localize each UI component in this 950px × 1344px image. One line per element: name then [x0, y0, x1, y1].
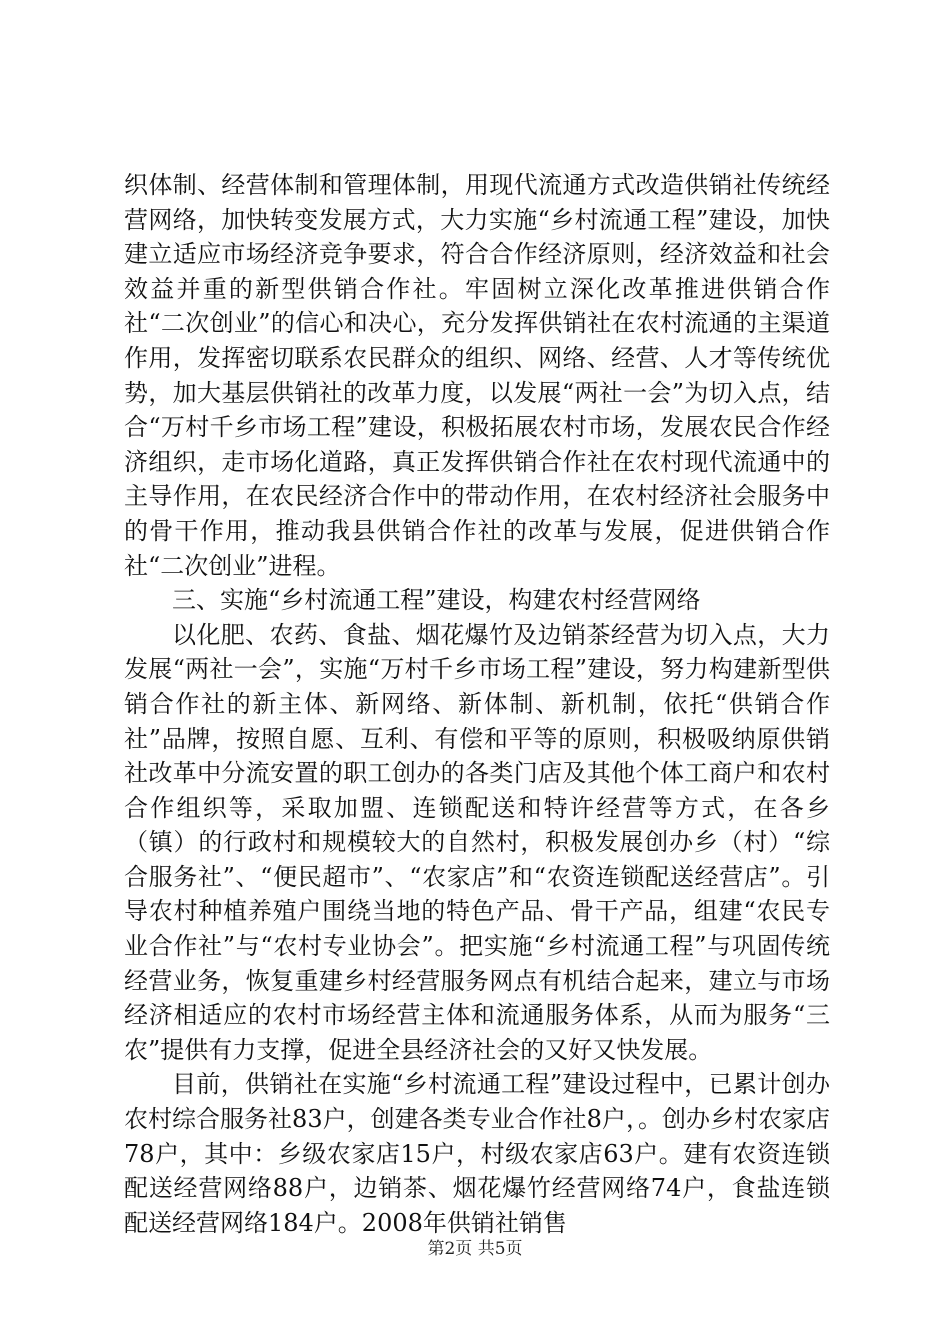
paragraph-section-3-body: 以化肥、农药、食盐、烟花爆竹及边销茶经营为切入点，大力发展“两社一会”，实施“万村千乡市场工程”建设，努力构建新型供销合作社的新主体、新网络、新体制、新机制，依托“供销合作社”品牌，按照自愿、互利、有偿和平等的原则，积极吸纳原供销社改革中分流安置的职工创办的各类门店及其他个体工商户和农村合作组织等，采取加盟、连锁配送和特许经营等方式，在各乡（镇）的行政村和规模较大的自然村，积极发展创办乡（村）“综合服务社”、“便民超市”、“农家店”和“农资连锁配送经营店”。引导农村种植养殖户围绕当地的特色产品、骨干产品，组建“农民专业合作社”与“农村专业协会”。把实施“乡村流通工程”与巩固传统经营业务，恢复重建乡村经营服务网点有机结合起来，建立与市场经济相适应的农村市场经营主体和流通服务体系，从而为服务“三农”提供有力支撑，促进全县经济社会的又好又快发展。: [124, 620, 830, 1064]
section-heading-3: 三、实施“乡村流通工程”建设，构建农村经营网络: [172, 586, 701, 615]
paragraph-intro-continued: 织体制、经营体制和管理体制，用现代流通方式改造供销社传统经营网络，加快转变发展方式，大力实施“乡村流通工程”建设，加快建立适应市场经济竞争要求，符合合作经济原则，经济效益和社会效益并重的新型供销合作社。牢固树立深化改革推进供销合作社“二次创业”的信心和决心，充分发挥供销社在农村流通的主渠道作用，发挥密切联系农民群众的组织、网络、经营、人才等传统优势，加大基层供销社的改革力度，以发展“两社一会”为切入点，结合“万村千乡市场工程”建设，积极拓展农村市场，发展农民合作经济组织，走市场化道路，真正发挥供销合作社在农村现代流通中的主导作用，在农民经济合作中的带动作用，在农村经济社会服务中的骨干作用，推动我县供销合作社的改革与发展，促进供销合作社“二次创业”进程。: [124, 171, 830, 580]
document-body: [124, 168, 830, 1240]
page-number-footer: 第2页 共5页: [427, 1239, 523, 1259]
paragraph-current-status: 目前，供销社在实施“乡村流通工程”建设过程中，已累计创办农村综合服务社83户，创建各类专业合作社8户，。创办乡村农家店78户，其中：乡级农家店15户，村级农家店63户。建有农资连锁配送经营网络88户，边销茶、烟花爆竹经营网络74户，食盐连锁配送经营网络184户。2008年供销社销售: [124, 1070, 830, 1237]
